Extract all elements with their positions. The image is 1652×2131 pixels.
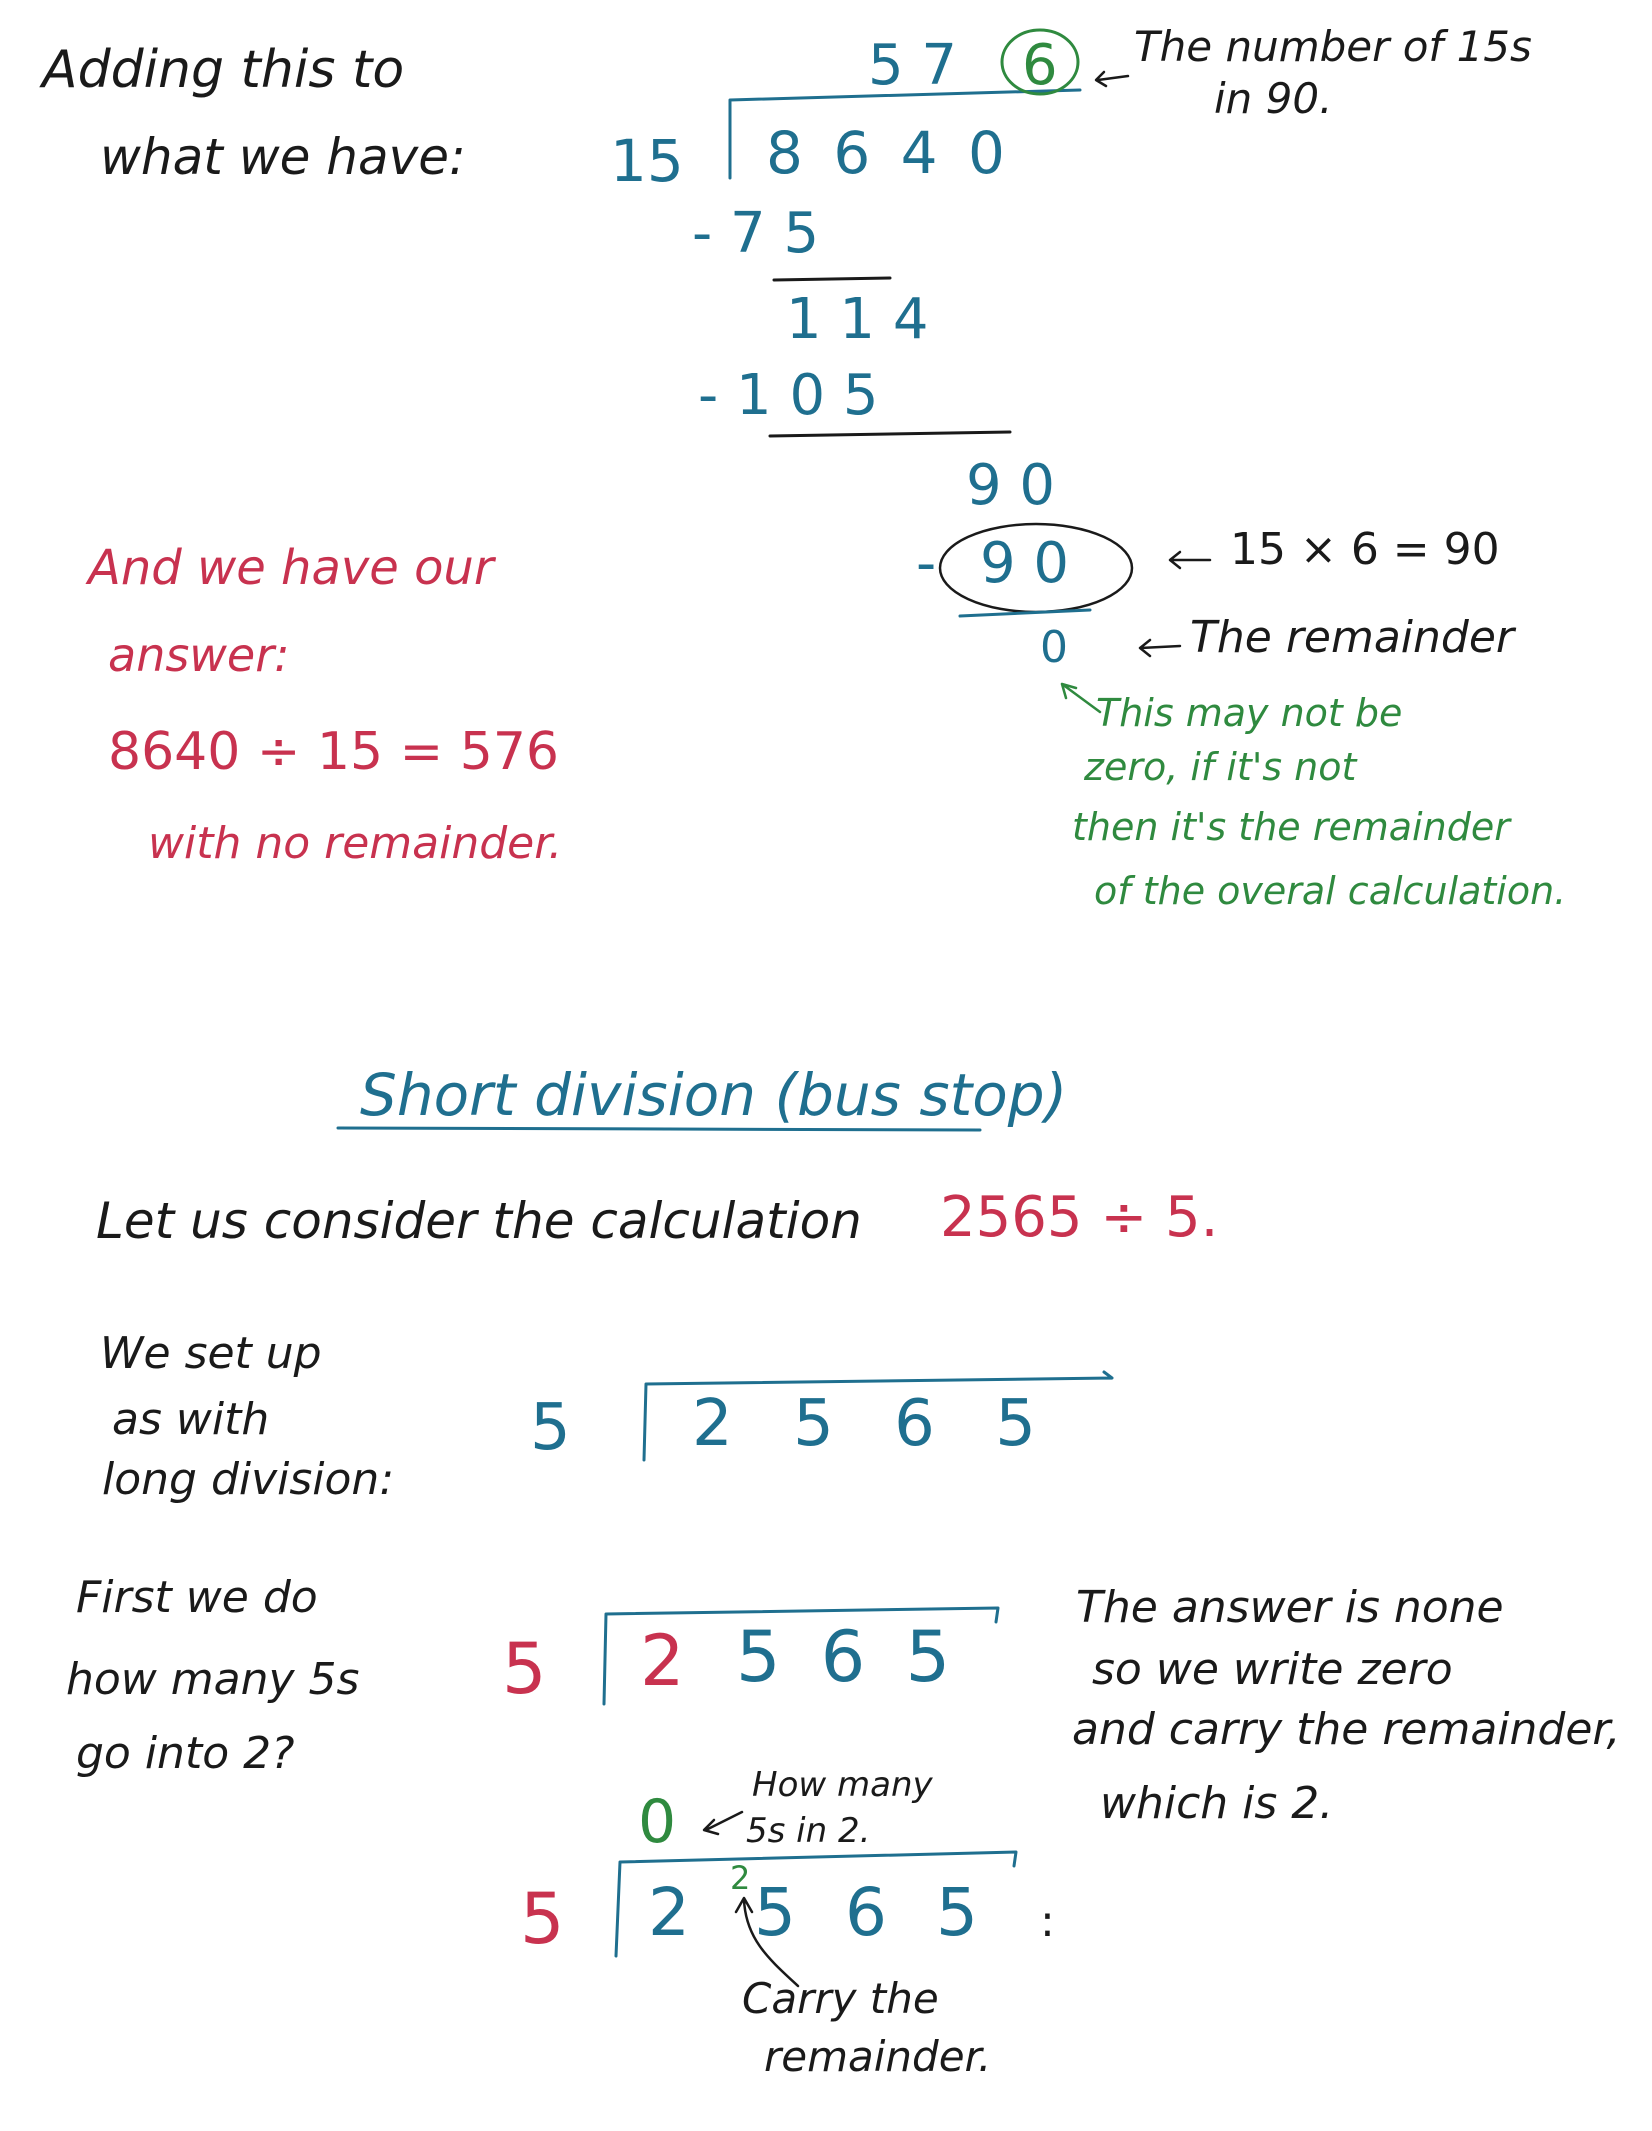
answer-note-line4: which is 2.	[1100, 1778, 1334, 1829]
carry-note-line1: Carry the	[742, 1974, 939, 2023]
step2-divisor-5: 5	[520, 1878, 565, 1960]
note-15x6-90: 15 × 6 = 90	[1230, 524, 1500, 575]
subtract-minus: -	[916, 531, 937, 596]
note-number-of-15s-line2: in 90.	[1214, 74, 1333, 123]
answer-note-line1: The answer is none	[1076, 1582, 1504, 1633]
step2-rest-565: 5 6 5	[754, 1874, 978, 1951]
setup-dividend-2565: 2 5 6 5	[692, 1387, 1036, 1461]
setup-divisor-5: 5	[530, 1391, 571, 1465]
step2-carry-2: 2	[730, 1859, 751, 1897]
dividend-8640: 8 6 4 0	[766, 119, 1011, 187]
quotient-57: 5 7	[868, 33, 958, 98]
quotient-circled-6: 6	[1022, 33, 1058, 98]
note-the-remainder: The remainder	[1190, 612, 1515, 663]
step2-colon: :	[1040, 1896, 1055, 1947]
intro-text-line2: what we have:	[100, 128, 466, 186]
howmany-note-line2: 5s in 2.	[746, 1811, 871, 1851]
subtract-105: - 1 0 5	[698, 363, 879, 428]
row-114: 1 1 4	[786, 287, 929, 352]
carry-note-line2: remainder.	[764, 2032, 992, 2081]
answer-text-line2: answer:	[108, 628, 290, 682]
green-note-line2: zero, if it's not	[1084, 745, 1357, 789]
setup-text-line3: long division:	[102, 1454, 395, 1505]
green-note-line1: This may not be	[1096, 691, 1403, 735]
step1-rest-565: 5 6 5	[736, 1616, 951, 1698]
consider-text: Let us consider the calculation	[96, 1192, 862, 1250]
step2-quotient-0: 0	[638, 1787, 677, 1857]
answer-equation: 8640 ÷ 15 = 576	[108, 722, 560, 782]
consider-calculation: 2565 ÷ 5.	[940, 1185, 1219, 1250]
setup-text-line2: as with	[112, 1394, 270, 1445]
answer-text-line4: with no remainder.	[148, 818, 563, 869]
note-number-of-15s-line1: The number of 15s	[1134, 22, 1532, 71]
step2-first-digit-2: 2	[648, 1874, 690, 1951]
howmany-note-line1: How many	[752, 1765, 933, 1805]
intro-text-line1: Adding this to	[42, 40, 405, 100]
answer-text-line1: And we have our	[88, 540, 494, 596]
green-note-line4: of the overal calculation.	[1094, 869, 1567, 913]
section-title: Short division (bus stop)	[360, 1061, 1068, 1129]
first-text-line1: First we do	[76, 1572, 318, 1623]
setup-text-line1: We set up	[100, 1328, 322, 1379]
answer-note-line2: so we write zero	[1092, 1644, 1453, 1695]
first-text-line3: go into 2?	[76, 1728, 295, 1779]
divisor-15: 15	[610, 127, 684, 195]
step1-first-digit-2: 2	[640, 1620, 685, 1702]
row-90: 9 0	[966, 453, 1056, 518]
green-note-line3: then it's the remainder	[1072, 805, 1510, 849]
step1-divisor-5: 5	[502, 1628, 547, 1710]
subtract-75: - 7 5	[692, 201, 820, 266]
remainder-value-0: 0	[1040, 622, 1068, 673]
subtract-circled-90: 9 0	[980, 531, 1070, 596]
first-text-line2: how many 5s	[66, 1654, 360, 1705]
answer-note-line3: and carry the remainder,	[1072, 1704, 1621, 1755]
